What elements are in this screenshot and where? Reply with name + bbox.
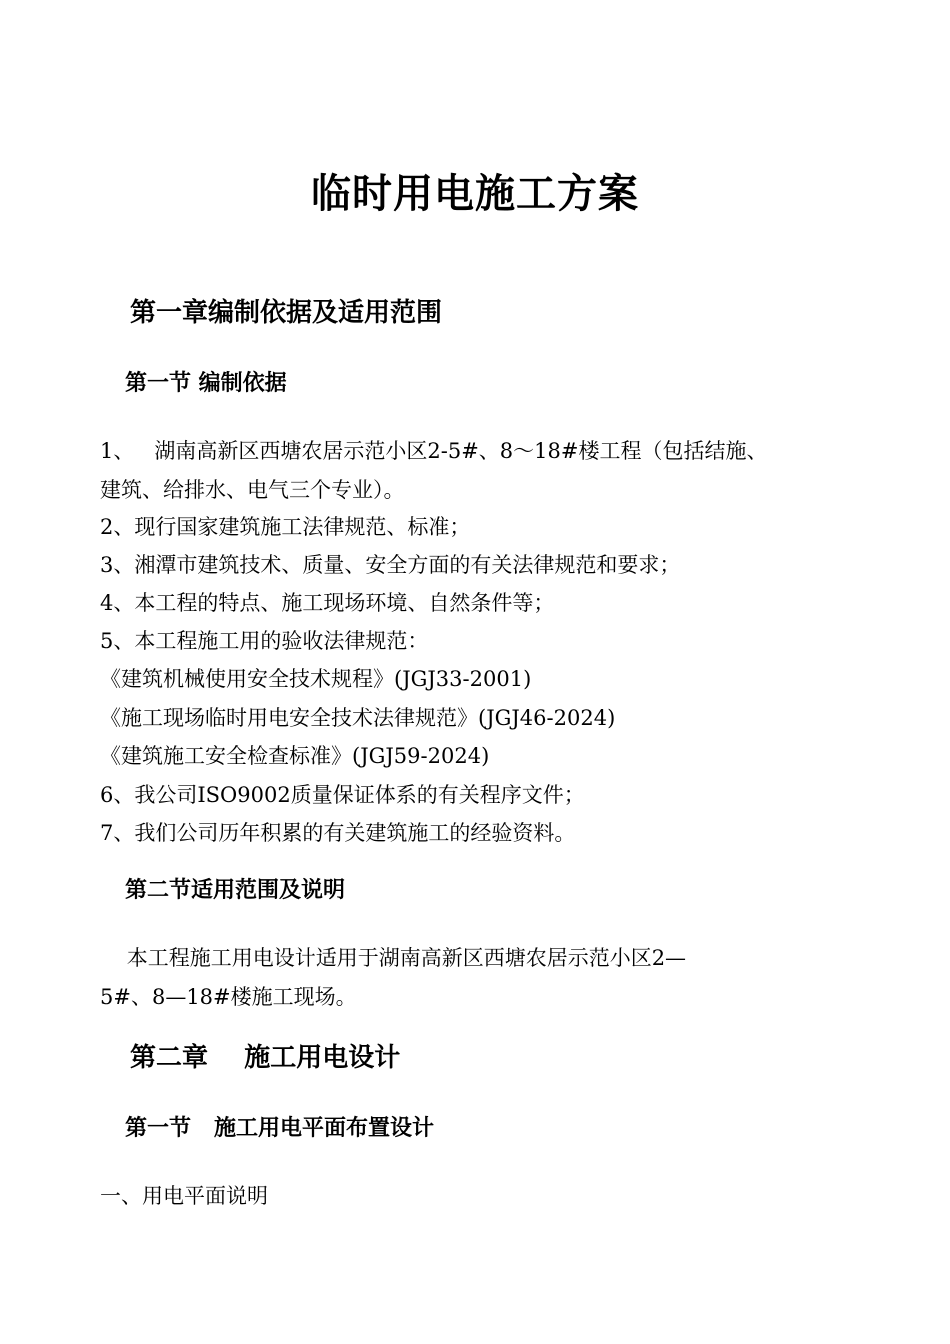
list-item: 一、用电平面说明	[100, 1184, 268, 1208]
chapter-1-section-2-heading: 第二节适用范围及说明	[125, 878, 346, 903]
list-item: 7、我们公司历年积累的有关建筑施工的经验资料。	[100, 821, 576, 845]
chapter-2-section-1-heading: 第一节 施工用电平面布置设计	[125, 1116, 434, 1141]
list-item: 5、本工程施工用的验收法律规范：	[100, 629, 429, 653]
list-item: 《建筑施工安全检查标准》(JGJ59-2024)	[100, 744, 490, 768]
list-item: 1、 湖南高新区西塘农居示范小区2-5#、8～18#楼工程（包括结施、	[100, 439, 768, 463]
list-item: 6、我公司ISO9002质量保证体系的有关程序文件；	[100, 783, 585, 807]
list-item: 3、湘潭市建筑技术、质量、安全方面的有关法律规范和要求；	[100, 553, 681, 577]
paragraph-line: 本工程施工用电设计适用于湖南高新区西塘农居示范小区2—	[100, 946, 687, 970]
list-item: 建筑、给排水、电气三个专业）。	[100, 478, 405, 502]
list-item: 4、本工程的特点、施工现场环境、自然条件等；	[100, 591, 555, 615]
chapter-1-heading: 第一章编制依据及适用范围	[130, 298, 443, 328]
paragraph-line: 5#、8—18#楼施工现场。	[100, 985, 357, 1009]
list-item: 《施工现场临时用电安全技术法律规范》(JGJ46-2024)	[100, 706, 616, 730]
list-item: 2、现行国家建筑施工法律规范、标准；	[100, 515, 471, 539]
list-item: 《建筑机械使用安全技术规程》(JGJ33-2001)	[100, 667, 532, 691]
chapter-2-heading: 第二章 施工用电设计	[130, 1043, 401, 1073]
chapter-1-section-1-heading: 第一节 编制依据	[125, 371, 287, 396]
document-title: 临时用电施工方案	[311, 171, 639, 217]
